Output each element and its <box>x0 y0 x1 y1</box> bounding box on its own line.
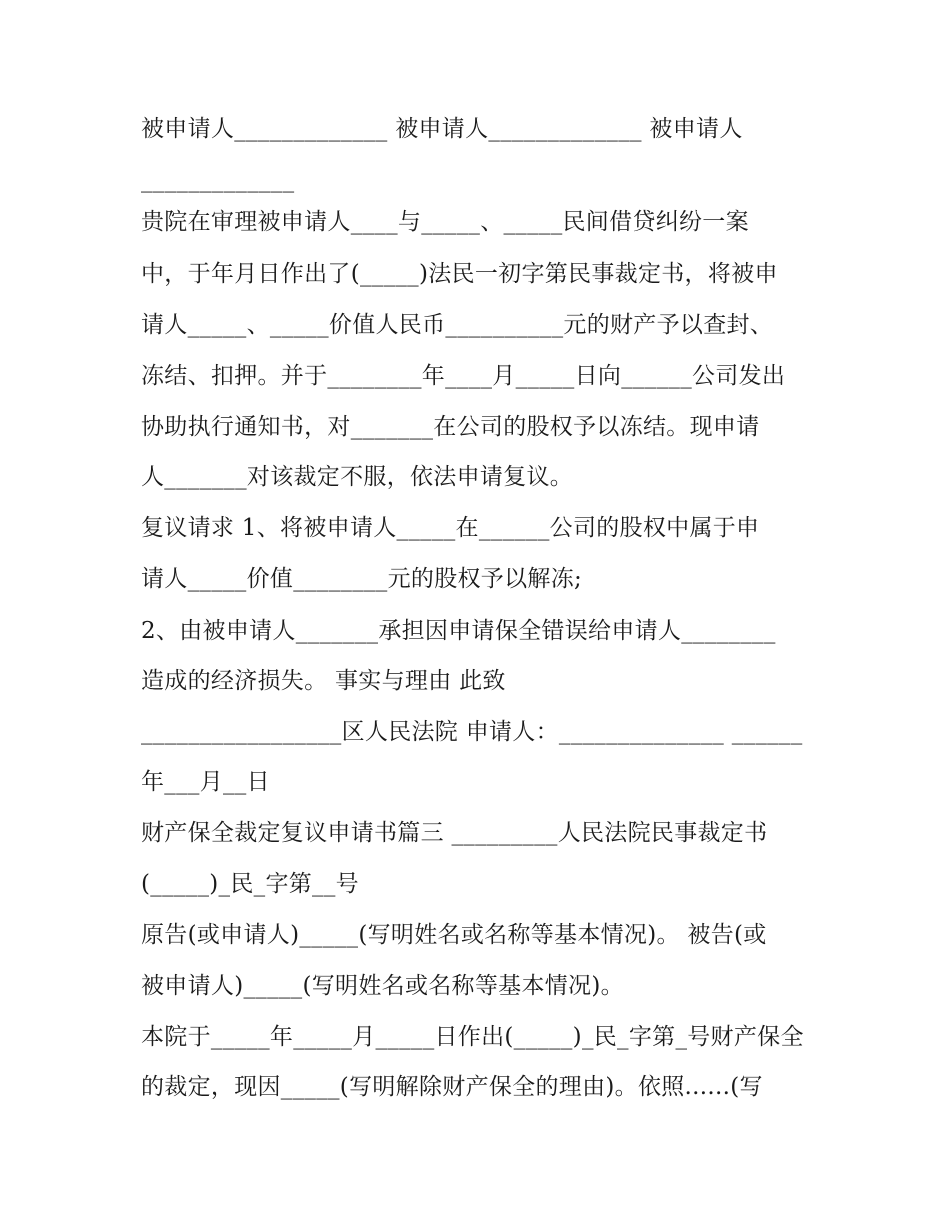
text-line-4: 中，于年月日作出了(_____)法民一初字第民事裁定书，将被申 <box>141 261 778 287</box>
text-line-8: 人_______对该裁定不服，依法申请复议。 <box>141 464 574 490</box>
text-line-14: 年___月__日 <box>141 769 270 795</box>
text-line-18: 被申请人)_____(写明姓名或名称等基本情况)。 <box>141 973 624 999</box>
text-line-19: 本院于_____年_____月_____日作出(_____)_民_字第_号财产保全 <box>141 1024 804 1050</box>
text-line-1: 被申请人_____________ 被申请人_____________ 被申请人 <box>141 116 743 142</box>
text-line-11: 2、由被申请人_______承担因申请保全错误给申请人________ <box>141 618 776 644</box>
text-line-16: (_____)_民_字第__号 <box>141 871 359 897</box>
text-line-15: 财产保全裁定复议申请书篇三 _________人民法院民事裁定书 <box>141 820 768 846</box>
text-line-2: _____________ <box>141 167 295 193</box>
text-line-9: 复议请求 1、将被申请人_____在______公司的股权中属于申 <box>141 515 760 541</box>
text-line-3: 贵院在审理被申请人____与_____、_____民间借贷纠纷一案 <box>141 209 749 235</box>
text-line-10: 请人_____价值________元的股权予以解冻; <box>141 566 583 592</box>
text-line-7: 协助执行通知书，对_______在公司的股权予以冻结。现申请 <box>141 414 760 440</box>
text-line-6: 冻结、扣押。并于________年____月_____日向______公司发出 <box>141 363 786 389</box>
text-line-20: 的裁定，现因_____(写明解除财产保全的理由)。依照......(写 <box>141 1074 763 1100</box>
text-line-17: 原告(或申请人)_____(写明姓名或名称等基本情况)。 被告(或 <box>141 922 767 948</box>
text-line-12: 造成的经济损失。 事实与理由 此致 <box>141 668 506 694</box>
text-line-13: _________________区人民法院 申请人：______________ ______ <box>141 719 803 745</box>
text-line-5: 请人_____、_____价值人民币__________元的财产予以查封、 <box>141 312 774 338</box>
